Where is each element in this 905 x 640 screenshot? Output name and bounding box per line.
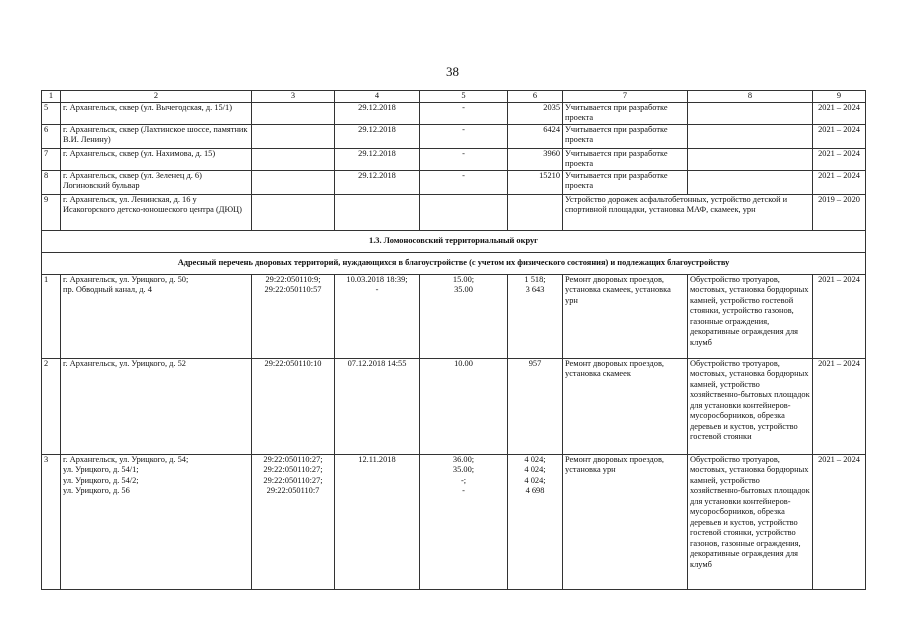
address-cell <box>61 274 252 358</box>
date-line: - <box>375 285 379 294</box>
section-subtitle-row <box>42 252 866 274</box>
address-cell: г. Архангельск, сквер (Лахтинское шоссе, памятник В.И. Ленину) <box>61 124 252 148</box>
address-cell <box>61 454 252 589</box>
extra-work-cell: Обустройство тротуаров, мостовых, установка бордюрных камней, устройство гостевой стоянки, устройство газонов, газонные ограждения, декоративные ограждения для клумб <box>688 274 813 358</box>
table-row <box>42 170 866 194</box>
table-row <box>42 194 866 230</box>
area-ha-cell: - <box>420 124 508 148</box>
address-line: г. Архангельск, ул. Урицкого, д. 50; <box>63 274 189 284</box>
table-row <box>42 454 866 589</box>
date-cell <box>335 358 420 454</box>
table-row <box>42 124 866 148</box>
area-ha-line: 15.00; <box>452 274 475 284</box>
area-ha-cell: - <box>420 102 508 124</box>
area-cell: 6424 <box>508 124 563 148</box>
extra-work-cell: Обустройство тротуаров, мостовых, установка бордюрных камней, устройство хозяйственно-бытовых площадок для установки контейнеров-мусоросборников, обрезка деревьев и кустов, устройство гостевой стоянки, устройство газонов, газонные ограждения, декоративные ограждения для клумб <box>688 454 813 589</box>
cadastral-line: 29:22:050110:27; <box>263 465 323 474</box>
column-number: 5 <box>420 91 508 103</box>
address-line: пр. Обводный канал, д. 4 <box>63 285 152 294</box>
extra-work-cell <box>688 124 813 148</box>
cadastral-cell <box>252 124 335 148</box>
work-cell: Учитывается при разработке проекта <box>563 124 688 148</box>
table-row <box>42 148 866 170</box>
cadastral-cell <box>252 454 335 589</box>
column-number: 4 <box>335 91 420 103</box>
area-ha-cell <box>420 358 508 454</box>
extra-work-cell <box>688 102 813 124</box>
work-cell: Ремонт дворовых проездов, установка скамеек <box>563 358 688 454</box>
area-cell <box>508 454 563 589</box>
date-line: 07.12.2018 14:55 <box>347 358 407 368</box>
area-ha-cell: - <box>420 148 508 170</box>
cadastral-line: 29:22:050110:27; <box>263 475 323 485</box>
work-cell: Ремонт дворовых проездов, установка скамеек, установка урн <box>563 274 688 358</box>
column-number: 9 <box>813 91 866 103</box>
area-ha-cell: - <box>420 170 508 194</box>
row-number: 5 <box>42 102 61 124</box>
date-cell: 29.12.2018 <box>335 102 420 124</box>
area-line: 4 024; <box>524 475 546 485</box>
work-cell: Учитывается при разработке проекта <box>563 102 688 124</box>
address-cell: г. Архангельск, ул. Ленинская, д. 16 у Исакогорского детско-юношеского центра (ДЮЦ) <box>61 194 252 230</box>
area-cell: 15210 <box>508 170 563 194</box>
row-number: 8 <box>42 170 61 194</box>
cadastral-line: 29:22:050110:7 <box>266 486 320 495</box>
period-cell: 2021 – 2024 <box>813 102 866 124</box>
period-cell: 2019 – 2020 <box>813 194 866 230</box>
date-cell: 29.12.2018 <box>335 170 420 194</box>
row-number: 3 <box>42 454 61 589</box>
date-cell: 29.12.2018 <box>335 124 420 148</box>
area-ha-cell <box>420 194 508 230</box>
row-number: 6 <box>42 124 61 148</box>
address-cell: г. Архангельск, сквер (ул. Зеленец д. 6) Логиновский бульвар <box>61 170 252 194</box>
row-number: 7 <box>42 148 61 170</box>
address-line: г. Архангельск, ул. Урицкого, д. 52 <box>63 358 186 368</box>
area-ha-line: 35.00; <box>452 465 475 474</box>
cadastral-cell <box>252 148 335 170</box>
address-cell: г. Архангельск, сквер (ул. Вычегодская, д. 15/1) <box>61 102 252 124</box>
table-row <box>42 358 866 454</box>
extra-work-cell <box>688 148 813 170</box>
period-cell: 2021 – 2024 <box>813 358 866 454</box>
address-line: ул. Урицкого, д. 54/2; <box>63 475 139 485</box>
area-ha-line: 10.00 <box>454 358 473 368</box>
section-subtitle: Адресный перечень дворовых территорий, нуждающихся в благоустройстве (с учетом их физического состояния) и подлежащих благоустройству <box>42 252 866 274</box>
area-line: 1 518; <box>524 274 546 284</box>
column-number: 3 <box>252 91 335 103</box>
column-number: 6 <box>508 91 563 103</box>
date-line: 10.03.2018 18:39; <box>346 274 408 284</box>
section-title: 1.3. Ломоносовский территориальный округ <box>42 230 866 252</box>
address-line: г. Архангельск, ул. Урицкого, д. 54; <box>63 454 189 464</box>
period-cell: 2021 – 2024 <box>813 170 866 194</box>
address-cell: г. Архангельск, сквер (ул. Нахимова, д. 15) <box>61 148 252 170</box>
area-ha-line: 35.00 <box>454 285 473 294</box>
address-line: ул. Урицкого, д. 54/1; <box>63 465 139 474</box>
date-cell: 29.12.2018 <box>335 148 420 170</box>
table-row <box>42 102 866 124</box>
area-ha-line: 36.00; <box>452 454 475 464</box>
period-cell: 2021 – 2024 <box>813 148 866 170</box>
area-ha-cell <box>420 454 508 589</box>
period-cell: 2021 – 2024 <box>813 454 866 589</box>
address-cell <box>61 358 252 454</box>
column-number: 7 <box>563 91 688 103</box>
cadastral-line: 29:22:050110:10 <box>264 358 322 368</box>
area-line: 3 643 <box>525 285 545 294</box>
work-cell: Ремонт дворовых проездов, установка урн <box>563 454 688 589</box>
extra-work-cell: Обустройство тротуаров, мостовых, установка бордюрных камней, устройство хозяйственно-бытовых площадок для установки контейнеров-мусоросборников, обрезка деревьев и кустов, устройство гостевой стоянки <box>688 358 813 454</box>
cadastral-line: 29:22:050110:9; <box>265 274 321 284</box>
page-number: 38 <box>446 64 459 79</box>
cadastral-cell <box>252 274 335 358</box>
column-number: 8 <box>688 91 813 103</box>
area-line: 4 698 <box>525 486 545 495</box>
cadastral-line: 29:22:050110:57 <box>264 285 322 294</box>
area-cell <box>508 358 563 454</box>
cadastral-cell <box>252 194 335 230</box>
section-title-row <box>42 230 866 252</box>
date-cell <box>335 274 420 358</box>
date-cell <box>335 454 420 589</box>
date-cell <box>335 194 420 230</box>
address-line: ул. Урицкого, д. 56 <box>63 486 130 495</box>
area-line: 4 024; <box>524 465 546 474</box>
cadastral-cell <box>252 358 335 454</box>
row-number: 9 <box>42 194 61 230</box>
area-ha-line: -; <box>460 475 467 485</box>
area-line: 957 <box>528 358 542 368</box>
cadastral-line: 29:22:050110:27; <box>263 454 323 464</box>
column-number: 1 <box>42 91 61 103</box>
cadastral-cell <box>252 170 335 194</box>
period-cell: 2021 – 2024 <box>813 274 866 358</box>
area-ha-line: - <box>462 486 465 495</box>
area-cell <box>508 274 563 358</box>
area-cell <box>508 194 563 230</box>
work-cell: Устройство дорожек асфальтобетонных, устройство детской и спортивной площадки, установка МАФ, скамеек, урн <box>563 194 813 230</box>
area-ha-cell <box>420 274 508 358</box>
row-number: 2 <box>42 358 61 454</box>
extra-work-cell <box>688 170 813 194</box>
cadastral-cell <box>252 102 335 124</box>
column-number-row <box>42 91 866 103</box>
table-row <box>42 274 866 358</box>
column-number: 2 <box>61 91 252 103</box>
row-number: 1 <box>42 274 61 358</box>
area-cell: 3960 <box>508 148 563 170</box>
date-line: 12.11.2018 <box>358 454 396 464</box>
area-line: 4 024; <box>524 454 546 464</box>
improvement-table <box>41 90 866 590</box>
work-cell: Учитывается при разработке проекта <box>563 148 688 170</box>
period-cell: 2021 – 2024 <box>813 124 866 148</box>
area-cell: 2035 <box>508 102 563 124</box>
work-cell: Учитывается при разработке проекта <box>563 170 688 194</box>
